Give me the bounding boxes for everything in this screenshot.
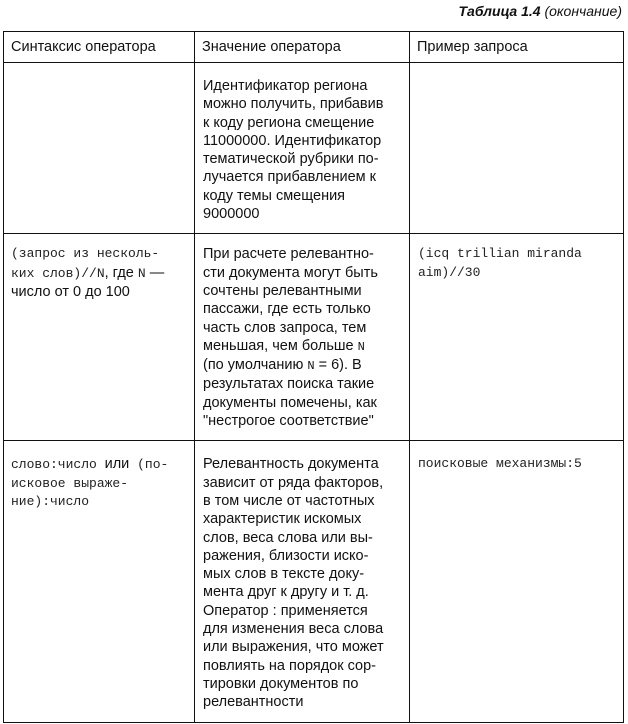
text-line: тировки документов по [203, 675, 359, 692]
syntax-text: — [145, 264, 165, 281]
table-number: Таблица 1.4 [458, 3, 541, 19]
table-header-row [4, 32, 624, 63]
text-line: меньшая, чем больше [203, 337, 358, 354]
text-line: результатах поиска такие [203, 376, 375, 393]
text-line: мента друг к другу и т. д. [203, 584, 369, 601]
syntax-code: (по- [129, 457, 169, 473]
text-line: тематической рубрики по- [203, 151, 379, 168]
example-code: aim)//30 [418, 264, 481, 280]
example-code: (icq trillian miranda [418, 246, 582, 262]
text-line: пассажи, где есть только [203, 301, 371, 318]
example-cell [410, 234, 624, 441]
text-line: документы помечены, как [203, 394, 377, 411]
text-line: или выражения, что может [203, 639, 384, 656]
text-line: сочтены релевантными [203, 282, 362, 299]
example-cell [410, 441, 624, 722]
text-line: повлиять на порядок сор- [203, 657, 376, 674]
example-cell [410, 63, 624, 234]
header-example: Пример запроса [410, 32, 624, 63]
operators-table [3, 31, 624, 723]
syntax-code: исковое выраже- [11, 475, 129, 491]
text-line: можно получить, прибавив [203, 96, 384, 113]
table-row [4, 441, 624, 722]
text-line: слов, веса слова или вы- [203, 529, 373, 546]
meaning-cell [195, 234, 410, 441]
text-line: = 6). В [314, 357, 362, 374]
table-row [4, 63, 624, 234]
text-line: ражения, близости иско- [203, 547, 369, 564]
text-line: "нестрогое соответствие" [203, 413, 374, 430]
text-line: коду темы смещения [203, 187, 346, 204]
code-token: N [357, 339, 365, 354]
header-meaning: Значение оператора [195, 32, 410, 63]
text-line: Оператор : применяется [203, 602, 368, 619]
syntax-text: число от 0 до 100 [11, 283, 130, 300]
text-line: 9000000 [203, 206, 260, 223]
syntax-code: ких слов)//N [11, 265, 105, 281]
syntax-code: ние):число [11, 493, 90, 509]
text-line: зависит от ряда факторов, [203, 474, 384, 491]
meaning-cell [195, 441, 410, 722]
text-line: к коду региона смещение [203, 114, 375, 131]
text-line: для изменения веса слова [203, 621, 384, 638]
text-line: мых слов в тексте доку- [203, 566, 365, 583]
text-line: сти документа могут быть [203, 264, 378, 281]
text-line: 11000000. Идентификатор [203, 132, 382, 149]
table-continuation-note: (окончание) [540, 3, 622, 19]
table-caption [458, 3, 622, 19]
text-line: При расчете релевантно- [203, 246, 374, 263]
text-line: релевантности [203, 694, 304, 711]
syntax-text: или [104, 456, 130, 473]
text-line: Релевантность документа [203, 456, 379, 473]
table-row [4, 234, 624, 441]
text-line: характеристик искомых [203, 511, 362, 528]
syntax-code: (запрос из несколь- [11, 246, 160, 262]
example-code: поисковые механизмы:5 [418, 456, 582, 472]
syntax-text: , где [104, 264, 138, 281]
syntax-cell [4, 234, 195, 441]
syntax-code: N [137, 265, 146, 281]
text-line: лучается прибавлением к [203, 169, 376, 186]
text-line: в том числе от частотных [203, 492, 375, 509]
syntax-cell [4, 63, 195, 234]
header-syntax: Синтаксис оператора [4, 32, 195, 63]
syntax-cell [4, 441, 195, 722]
text-line: часть слов запроса, тем [203, 319, 367, 336]
text-line: Идентификатор региона [203, 78, 368, 94]
meaning-cell [195, 63, 410, 234]
syntax-code: слово:число [11, 457, 105, 473]
code-token: N [307, 359, 315, 374]
text-line: (по умолчанию [203, 357, 308, 374]
